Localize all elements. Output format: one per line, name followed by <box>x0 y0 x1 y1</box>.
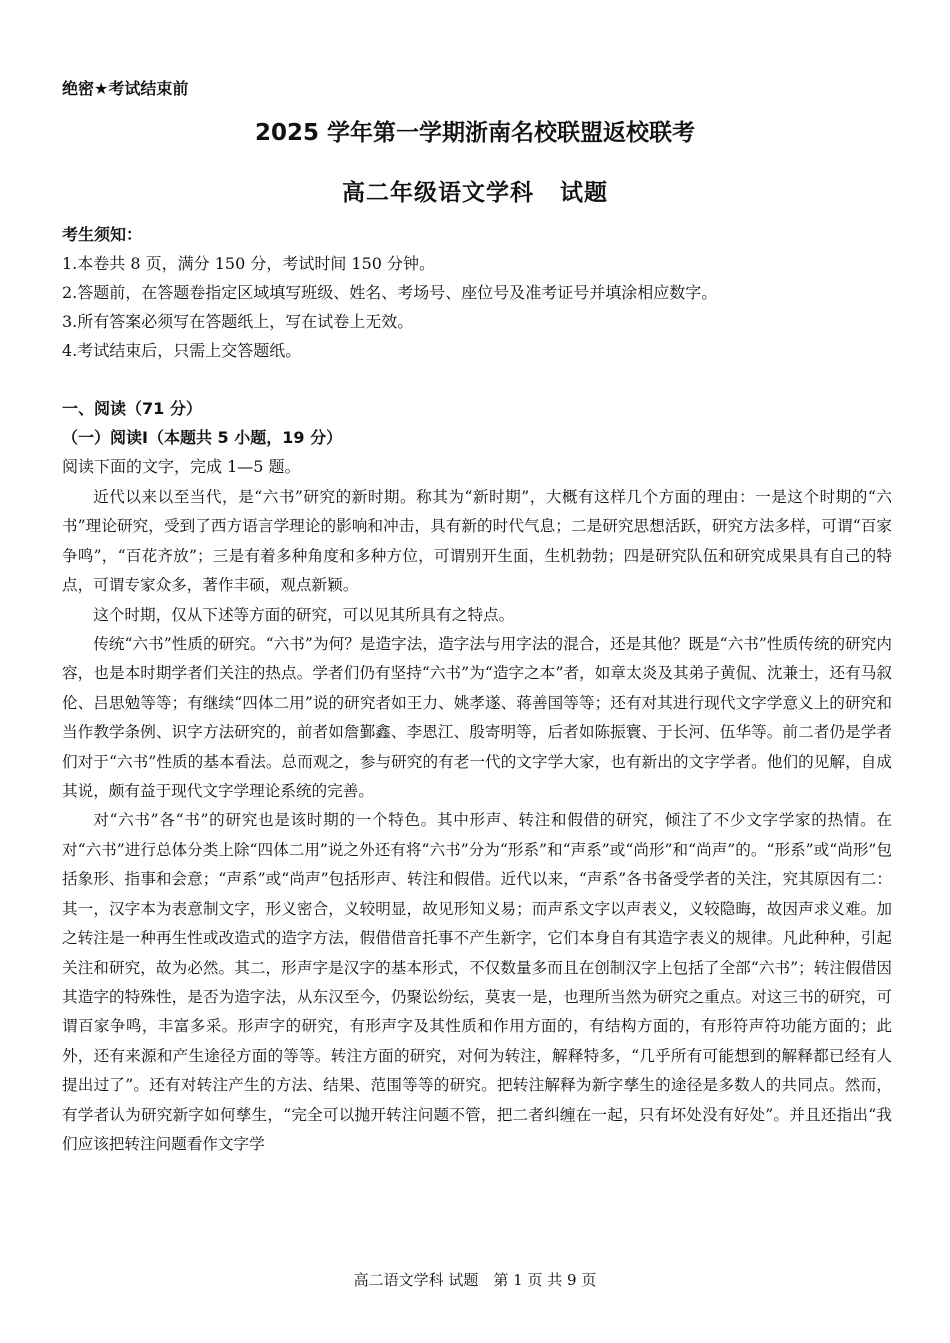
notice-heading: 考生须知： <box>62 225 143 244</box>
notice-item: 4.考试结束后，只需上交答题纸。 <box>62 341 302 360</box>
reading-passage <box>62 483 892 1159</box>
subtitle-type: 试题 <box>560 180 608 206</box>
exam-subtitle <box>0 174 950 207</box>
part-heading: 一、阅读（71 分） <box>62 399 202 418</box>
reading-section <box>62 394 902 481</box>
notice-item: 2.答题前，在答题卷指定区域填写班级、姓名、考场号、座位号及准考证号并填涂相应数字。 <box>62 283 718 302</box>
exam-title: 2025 学年第一学期浙南名校联盟返校联考 <box>254 120 696 146</box>
reading-instruction: 阅读下面的文字，完成 1—5 题。 <box>62 457 301 476</box>
page-footer: 高二语文学科 试题 第 1 页 共 9 页 <box>353 1271 597 1289</box>
notice-item: 1.本卷共 8 页，满分 150 分，考试时间 150 分钟。 <box>62 254 436 273</box>
passage-paragraph: 近代以来以至当代，是“六书”研究的新时期。称其为“新时期”，大概有这样几个方面的理由：一是这个时期的“六书”理论研究，受到了西方语言学理论的影响和冲击，具有新的时代气息；二是研究思想活跃，研究方法多样，可谓“百家争鸣”，“百花齐放”；三是有着多种角度和多种方位，可谓别开生面，生机勃勃；四是研究队伍和研究成果具有自己的特点，可谓专家众多，著作丰硕，观点新颖。 <box>62 488 892 595</box>
candidate-notice <box>62 220 902 365</box>
confidential-label: 绝密★考试结束前 <box>62 79 189 98</box>
notice-item: 3.所有答案必须写在答题纸上，写在试卷上无效。 <box>62 312 414 331</box>
passage-paragraph: 这个时期，仅从下述等方面的研究，可以见其所具有之特点。 <box>93 605 515 624</box>
subtitle-subject: 高二年级语文学科 <box>342 180 534 206</box>
passage-paragraph: 对“六书”各“书”的研究也是该时期的一个特色。其中形声、转注和假借的研究，倾注了不少文字学家的热情。在对“六书”进行总体分类上除“四体二用”说之外还有将“六书”分为“形系”和“声系”或“尚形”和“尚声”的。“形系”或“尚形”包括象形、指事和会意；“声系”或“尚声”包括形声、转注和假借。近代以来，“声系”各书备受学者的关注，究其原因有二：其一，汉字本为表意制文字，形义密合，义较明显，故见形知义易；而声系文字以声表义，义较隐晦，故因声求义难。加之转注是一种再生性或改造式的造字方法，假借借音托事不产生新字，它们本身自有其造字表义的规律。凡此种种，引起关注和研究，故为必然。其二，形声字是汉字的基本形式，不仅数量多而且在创制汉字上包括了全部“六书”；转注假借因其造字的特殊性，是否为造字法，从东汉至今，仍聚讼纷纭，莫衷一是，也理所当然为研究之重点。对这三书的研究，可谓百家争鸣，丰富多采。形声字的研究，有形声字及其性质和作用方面的，有结构方面的，有形符声符功能方面的；此外，还有来源和产生途径方面的等等。转注方面的研究，对何为转注，解释特多，“几乎所有可能想到的解释都已经有人提出过了”。还有对转注产生的方法、结果、范围等等的研究。把转注解释为新字孳生的途径是多数人的共同点。然而，有学者认为研究新字如何孳生，“完全可以抛开转注问题不管，把二者纠缠在一起，只有坏处没有好处”。并且还指出“我们应该把转注问题看作文字学 <box>62 811 892 1153</box>
subpart-heading: （一）阅读Ⅰ（本题共 5 小题，19 分） <box>62 428 343 447</box>
passage-paragraph: 传统“六书”性质的研究。“六书”为何？是造字法，造字法与用字法的混合，还是其他？既是“六书”性质传统的研究内容，也是本时期学者们关注的热点。学者们仍有坚持“六书”为“造字之本”者，如章太炎及其弟子黄侃、沈兼士，还有马叙伦、吕思勉等等；有继续“四体二用”说的研究者如王力、姚孝遂、蒋善国等等；还有对其进行现代文字学意义上的研究和当作教学条例、识字方法研究的，前者如詹鄞鑫、李恩江、殷寄明等，后者如陈振寰、于长河、伍华等。前二者仍是学者们对于“六书”性质的基本看法。总而观之，参与研究的有老一代的文字学大家，也有新出的文字学者。他们的见解，自成其说，颇有益于现代文字学理论系统的完善。 <box>62 635 892 801</box>
